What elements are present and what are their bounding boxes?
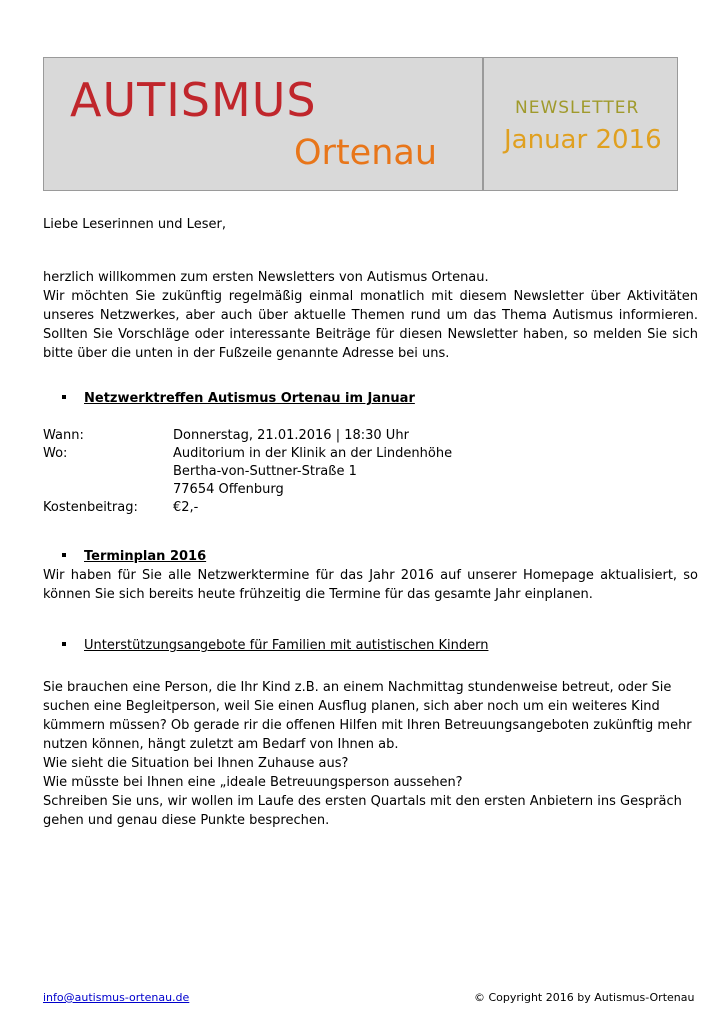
intro-welcome: herzlich willkommen zum ersten Newsletters von Autismus Ortenau.	[43, 270, 489, 285]
greeting: Liebe Leserinnen und Leser,	[43, 217, 226, 232]
intro-paragraph: Wir möchten Sie zukünftig regelmäßig einmal monatlich mit diesem Newsletter über Aktivitäten unseres Netzwerkes, aber auch über aktuelle Themen rund um das Thema Autismus informieren. Sollten Sie Vorschläge oder interessante Beiträge für diesen Newsletter haben, so melden Sie sich bitte über die unten in der Fußzeile genannte Adresse bei uns.	[43, 289, 698, 361]
footer-email-link[interactable]: info@autismus-ortenau.de	[43, 991, 190, 1004]
header-box	[43, 57, 678, 191]
where-line3: 77654 Offenburg	[173, 482, 284, 497]
support-line: gehen und genau diese Punkte besprechen.	[43, 813, 330, 828]
section-heading-netzwerktreffen	[62, 389, 415, 408]
where-line1: Auditorium in der Klinik an der Lindenhöhe	[173, 446, 453, 461]
logo-title: AUTISMUS	[70, 73, 317, 127]
cost-value: €2,-	[173, 500, 199, 515]
when-value: Donnerstag, 21.01.2016 | 18:30 Uhr	[173, 428, 409, 443]
support-line: nutzen können, hängt zuletzt am Bedarf von Ihnen ab.	[43, 737, 399, 752]
support-line: Schreiben Sie uns, wir wollen im Laufe des ersten Quartals mit den ersten Anbietern ins Gespräch	[43, 794, 682, 809]
terminplan-text: Wir haben für Sie alle Netzwerktermine für das Jahr 2016 auf unserer Homepage aktualisiert, so können Sie sich bereits heute frühzeitig die Termine für das gesamte Jahr einplanen.	[43, 568, 698, 602]
section-heading-unterstuetzung	[62, 636, 488, 655]
header-divider	[482, 58, 484, 190]
when-label: Wann:	[43, 428, 84, 443]
bullet-icon	[62, 395, 66, 399]
section-title: Terminplan 2016	[84, 549, 207, 564]
where-line2: Bertha-von-Suttner-Straße 1	[173, 464, 357, 479]
section-title: Unterstützungsangebote für Familien mit autistischen Kindern	[84, 638, 489, 653]
bullet-icon	[62, 553, 66, 557]
support-line: Wie sieht die Situation bei Ihnen Zuhause aus?	[43, 756, 349, 771]
logo-subtitle: Ortenau	[294, 133, 438, 173]
bullet-icon	[62, 642, 66, 646]
footer-copyright: © Copyright 2016 by Autismus-Ortenau	[474, 991, 695, 1004]
support-line: kümmern müssen? Ob gerade rir die offenen Hilfen mit Ihren Betreuungsangeboten zukünftig mehr	[43, 718, 692, 733]
support-line: Wie müsste bei Ihnen eine „ideale Betreuungsperson aussehen?	[43, 775, 463, 790]
cost-label: Kostenbeitrag:	[43, 500, 138, 515]
issue-date: Januar 2016	[504, 125, 662, 155]
where-label: Wo:	[43, 446, 68, 461]
support-line: Sie brauchen eine Person, die Ihr Kind z.B. an einem Nachmittag stundenweise betreut, oder Sie	[43, 680, 672, 695]
newsletter-label: NEWSLETTER	[515, 98, 640, 118]
section-heading-terminplan	[62, 547, 206, 566]
support-line: suchen eine Begleitperson, weil Sie einen Ausflug planen, sich aber noch um ein weiteres Kind	[43, 699, 660, 714]
section-title: Netzwerktreffen Autismus Ortenau im Januar	[84, 391, 415, 406]
